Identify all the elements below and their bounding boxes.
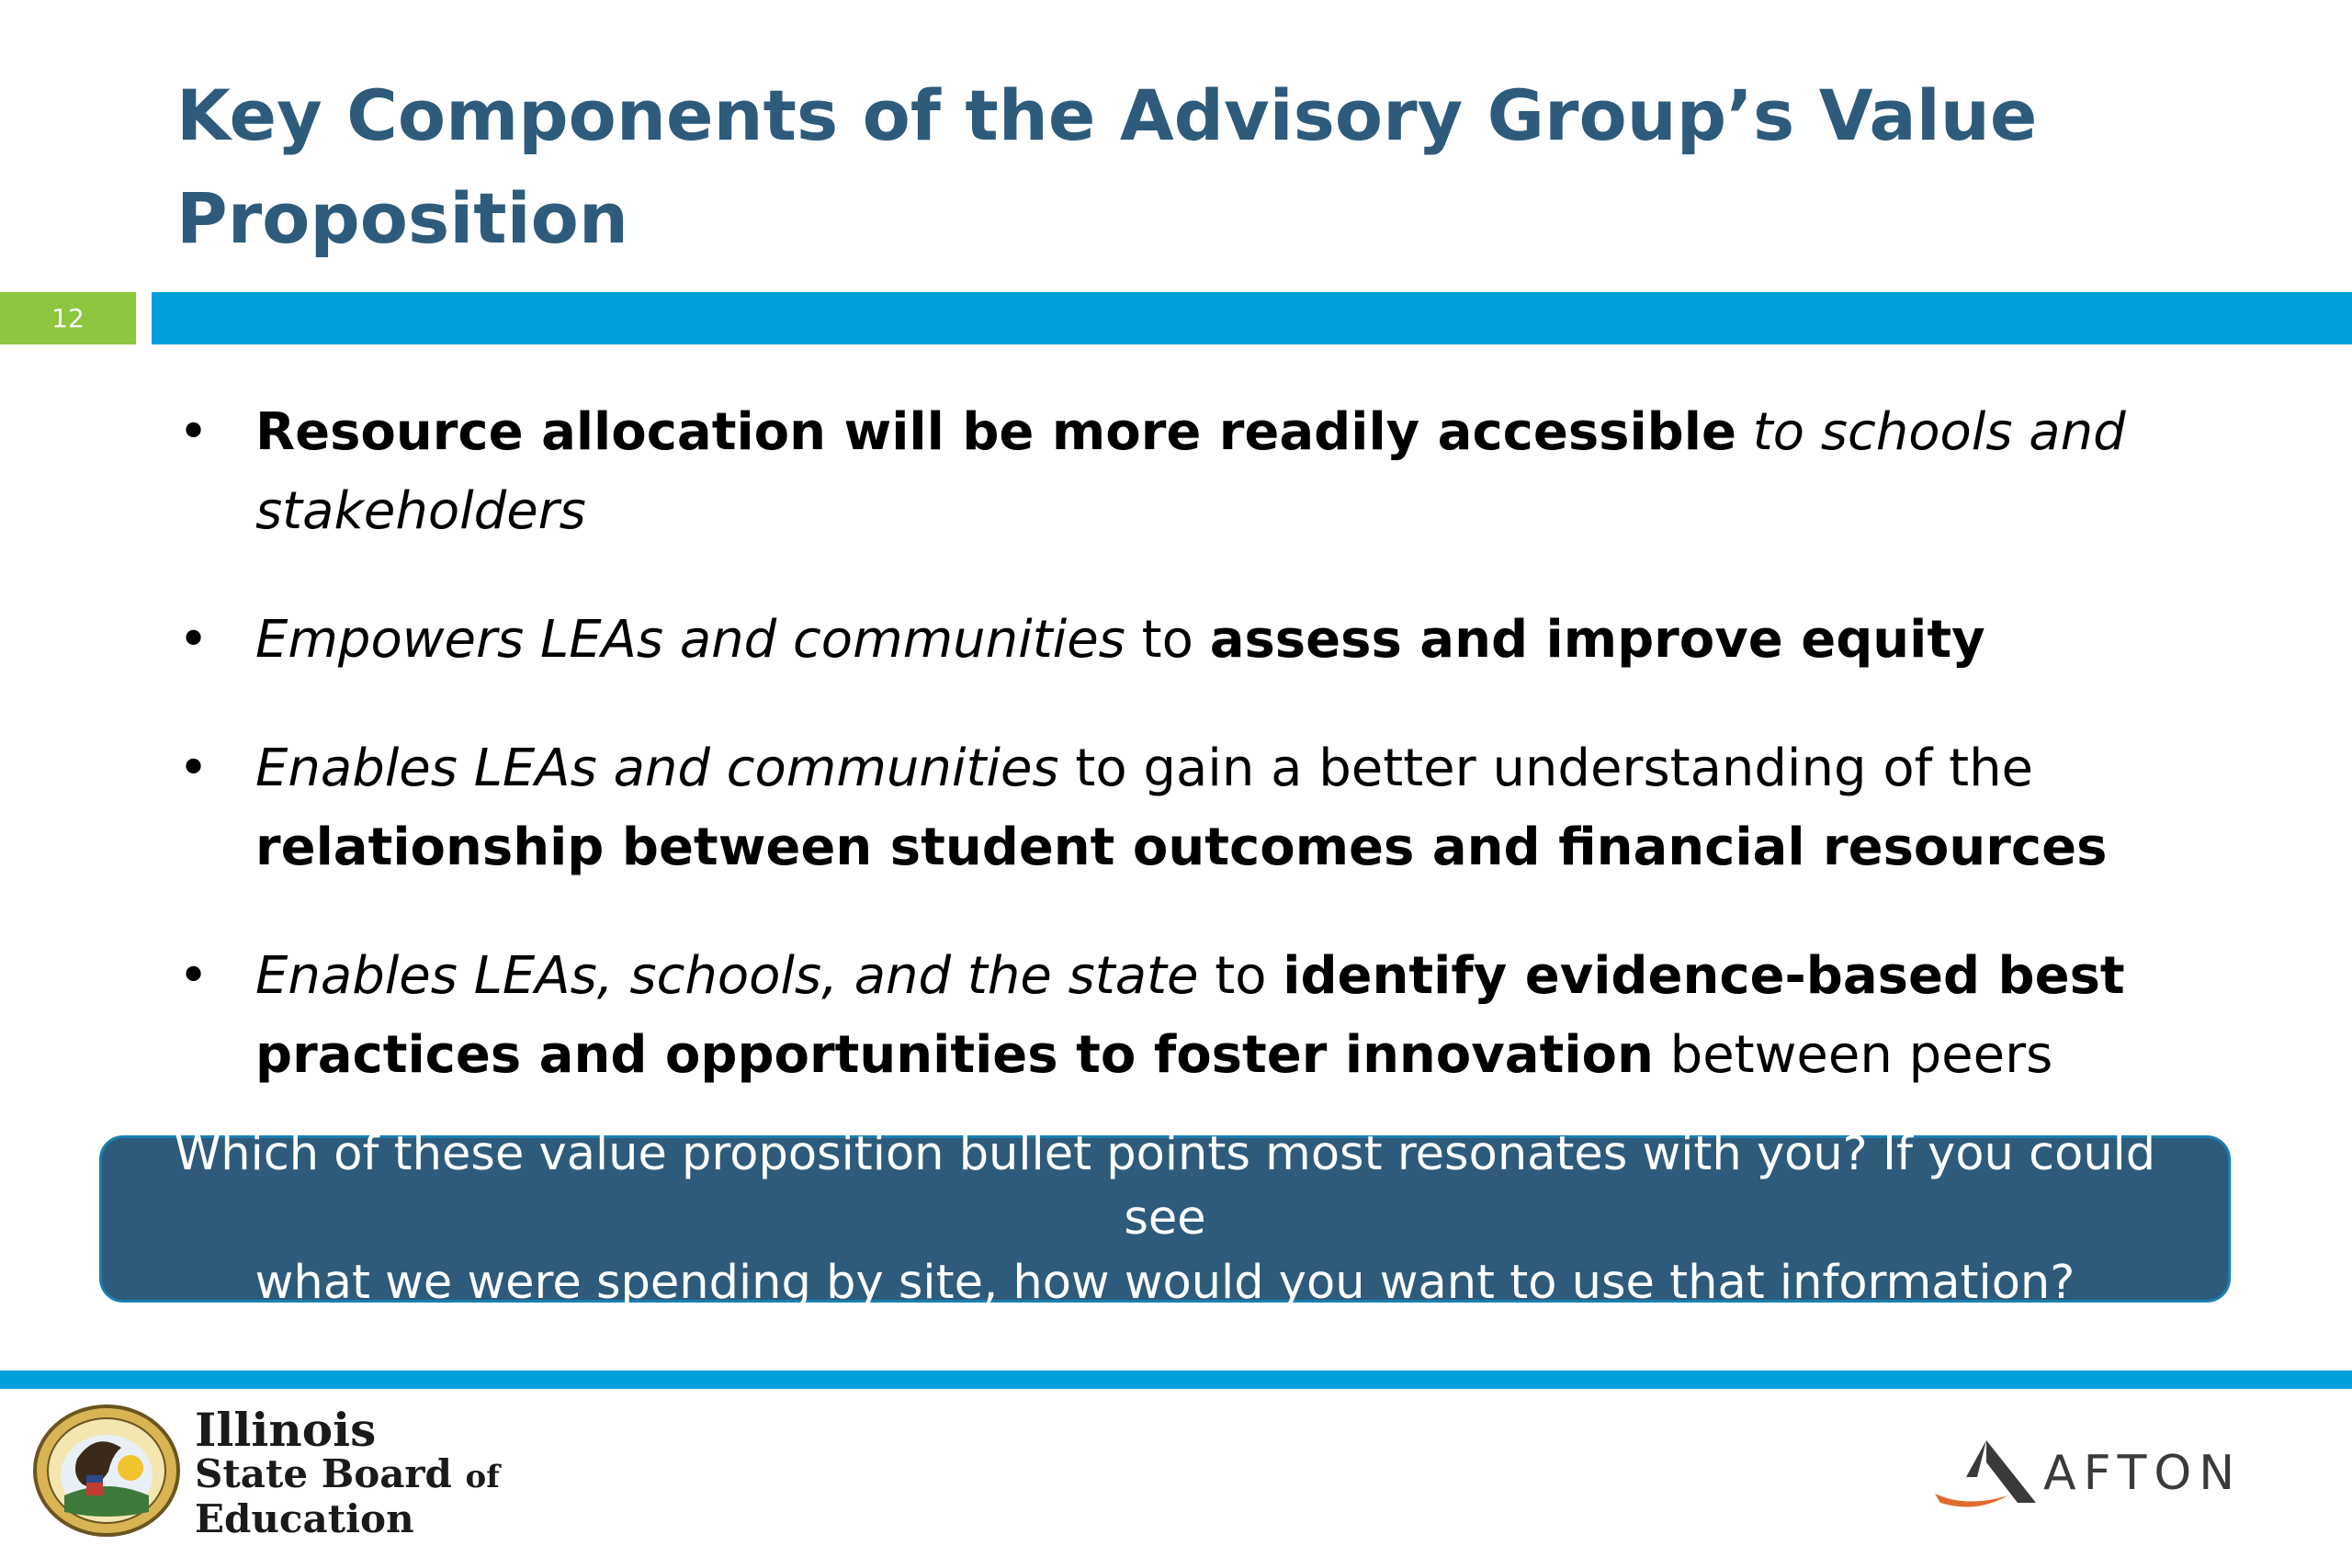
bullet-2-normal: to [1125,610,1210,670]
bullet-item-1 [165,393,2168,551]
bullet-marker: • [178,610,209,670]
bullet-2-bold: assess and improve equity [1209,610,1985,670]
bullet-item-3 [165,729,2168,887]
bullet-1-bold: Resource allocation will be more readily accessible [255,402,1736,462]
bullet-2-italic: Empowers LEAs and communities [255,610,1125,670]
footer-divider-bar [0,1371,2352,1389]
bullet-4-normal: to [1198,946,1283,1006]
isbe-line-3: Education [195,1496,414,1541]
isbe-line-1: Illinois [195,1403,377,1457]
bullet-4-bold: identify evidence-based best practices and opportunities to foster innovation [255,946,2125,1085]
slide-number-badge: 12 [0,292,136,344]
bullet-1-italic: to schools and stakeholders [255,402,2126,541]
bullet-item-4 [165,937,2168,1095]
bullet-1-space [1736,402,1753,462]
isbe-line-2 [195,1453,500,1498]
isbe-wordmark [195,1403,500,1541]
header-divider-bar [152,292,2352,344]
bullet-marker: • [178,739,209,798]
bullet-list [165,393,2168,1145]
bullet-item-2 [165,601,2168,680]
discussion-question-box [99,1127,2231,1310]
bullet-4-italic: Enables LEAs, schools, and the state [255,946,1199,1006]
discussion-question-text [139,1122,2191,1315]
isbe-line-2-main: State Board [195,1451,452,1496]
question-line-1: Which of these value proposition bullet points most resonates with you? If you could see [174,1127,2156,1246]
afton-wordmark: AFTON [2043,1446,2243,1501]
isbe-line-2-of: of [465,1459,500,1495]
illinois-state-seal-icon [31,1404,182,1538]
afton-logo-icon [1929,1437,2040,1510]
bullet-4-tail: between peers [1653,1025,2053,1085]
bullet-3-bold: relationship between student outcomes and financial resources [255,818,2108,877]
bullet-3-normal: to gain a better understanding of the [1058,739,2034,798]
slide-title: Key Components of the Advisory Group’s Value Proposition [176,74,2038,259]
bullet-3-italic: Enables LEAs and communities [255,739,1059,798]
bullet-marker: • [178,946,209,1006]
question-line-2: what we were spending by site, how would you want to use that information? [254,1256,2075,1310]
bullet-marker: • [178,402,209,462]
